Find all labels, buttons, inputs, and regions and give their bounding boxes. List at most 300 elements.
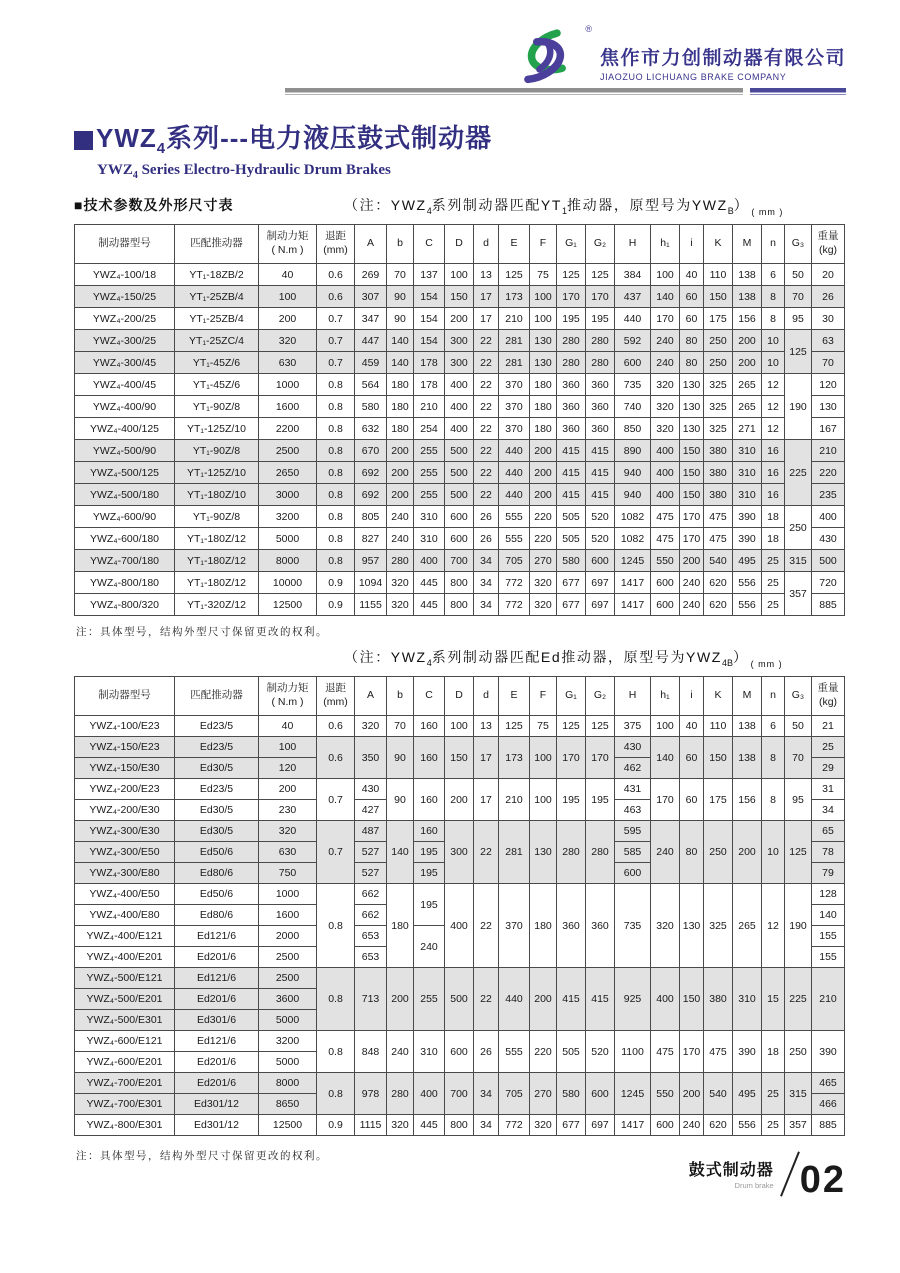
table-cell: 475 xyxy=(651,506,680,528)
table-cell: 60 xyxy=(680,308,704,330)
table-cell: 310 xyxy=(414,1031,445,1073)
table-cell: YWZ₄-600/E201 xyxy=(75,1052,175,1073)
table-cell: 440 xyxy=(499,484,530,506)
table-cell: 240 xyxy=(651,330,680,352)
table-cell: 5000 xyxy=(259,1010,317,1031)
table-cell: 22 xyxy=(474,484,499,506)
table-cell: YWZ₄-400/E80 xyxy=(75,905,175,926)
table-cell: 505 xyxy=(557,1031,586,1073)
table-cell: 415 xyxy=(586,484,615,506)
table-cell: 380 xyxy=(704,440,733,462)
table-cell: YWZ₄-400/90 xyxy=(75,396,175,418)
table-cell: 150 xyxy=(680,440,704,462)
table-cell: 190 xyxy=(785,884,812,968)
table-cell: 100 xyxy=(530,737,557,779)
table-cell: 310 xyxy=(733,462,762,484)
table-cell: 564 xyxy=(355,374,387,396)
table-cell: 0.8 xyxy=(317,968,355,1031)
table-row xyxy=(75,716,845,737)
table-cell: 380 xyxy=(704,462,733,484)
table-cell: 592 xyxy=(615,330,651,352)
table-cell: 0.6 xyxy=(317,286,355,308)
table-row xyxy=(75,264,845,286)
table-cell: 390 xyxy=(812,1031,845,1073)
table-cell: 154 xyxy=(414,308,445,330)
table-cell: 400 xyxy=(651,440,680,462)
table-cell: 500 xyxy=(445,462,474,484)
table-row xyxy=(75,506,845,528)
table-cell: 150 xyxy=(680,462,704,484)
column-header: K xyxy=(704,225,733,264)
table-cell: 225 xyxy=(785,968,812,1031)
table-cell: 12500 xyxy=(259,1115,317,1136)
table-cell: 978 xyxy=(355,1073,387,1115)
table-cell: YT₁-90Z/8 xyxy=(175,440,259,462)
table-cell: 520 xyxy=(586,506,615,528)
table-cell: 0.8 xyxy=(317,484,355,506)
table-cell: 555 xyxy=(499,528,530,550)
table-cell: 0.7 xyxy=(317,308,355,330)
table-cell: YWZ₄-150/E30 xyxy=(75,758,175,779)
table-cell: 320 xyxy=(530,594,557,616)
table-cell: 138 xyxy=(733,264,762,286)
table-cell: 360 xyxy=(557,374,586,396)
table-cell: 400 xyxy=(414,1073,445,1115)
table-cell: 692 xyxy=(355,484,387,506)
table-cell: 1155 xyxy=(355,594,387,616)
table-cell: 95 xyxy=(785,308,812,330)
table-row xyxy=(75,396,845,418)
table-cell: 240 xyxy=(680,594,704,616)
table-cell: 495 xyxy=(733,550,762,572)
table-cell: 230 xyxy=(259,800,317,821)
table-cell: 0.8 xyxy=(317,528,355,550)
table-cell: YWZ₄-300/45 xyxy=(75,352,175,374)
table-cell: 1417 xyxy=(615,572,651,594)
table-cell: 170 xyxy=(557,737,586,779)
table-cell: YWZ₄-200/25 xyxy=(75,308,175,330)
table-cell: 700 xyxy=(445,1073,474,1115)
table-cell: 805 xyxy=(355,506,387,528)
table-cell: 250 xyxy=(785,1031,812,1073)
table-cell: 430 xyxy=(812,528,845,550)
table-cell: 556 xyxy=(733,594,762,616)
column-header: C xyxy=(414,677,445,716)
column-header: 匹配推动器 xyxy=(175,225,259,264)
table-row xyxy=(75,1115,845,1136)
table-cell: 325 xyxy=(704,884,733,968)
table-cell: 140 xyxy=(651,737,680,779)
table1-caption: （注：$YWZ_4$系列制动器匹配$YT_1$推动器，原型号为$YWZ_B$） $_{( mm )}$ xyxy=(344,197,784,217)
column-header: 退距 (mm) xyxy=(317,225,355,264)
table-cell: 0.8 xyxy=(317,396,355,418)
table-cell: 360 xyxy=(586,396,615,418)
table-cell: 16 xyxy=(762,440,785,462)
footer-slash-divider xyxy=(780,1151,800,1196)
table-cell: YT₁-125Z/10 xyxy=(175,462,259,484)
table-cell: 1417 xyxy=(615,1115,651,1136)
table-cell: 320 xyxy=(387,594,414,616)
table-cell: Ed50/6 xyxy=(175,884,259,905)
spec-table-yt1 xyxy=(74,224,845,616)
table-cell: 34 xyxy=(474,1073,499,1115)
table-cell: 210 xyxy=(499,779,530,821)
table-cell: 713 xyxy=(355,968,387,1031)
table-cell: YWZ₄-700/E301 xyxy=(75,1094,175,1115)
table-cell: 0.6 xyxy=(317,264,355,286)
table-row xyxy=(75,968,845,989)
table-cell: 3200 xyxy=(259,506,317,528)
table-cell: 170 xyxy=(680,506,704,528)
table-cell: 95 xyxy=(785,779,812,821)
table-cell: 255 xyxy=(414,484,445,506)
header-row xyxy=(75,677,845,716)
table-cell: 60 xyxy=(680,779,704,821)
table-cell: 120 xyxy=(812,374,845,396)
table-cell: 540 xyxy=(704,550,733,572)
table-cell: 22 xyxy=(474,884,499,968)
table-cell: 400 xyxy=(445,374,474,396)
table-cell: Ed30/5 xyxy=(175,758,259,779)
table-cell: 5000 xyxy=(259,1052,317,1073)
table-cell: 195 xyxy=(557,779,586,821)
table-cell: YWZ₄-150/25 xyxy=(75,286,175,308)
table-cell: 50 xyxy=(785,264,812,286)
table-cell: 400 xyxy=(651,484,680,506)
table-cell: 320 xyxy=(530,572,557,594)
table-cell: 50 xyxy=(785,716,812,737)
table-cell: 447 xyxy=(355,330,387,352)
table-cell: YT₁-25ZB/4 xyxy=(175,286,259,308)
table-cell: 12 xyxy=(762,374,785,396)
table-cell: 677 xyxy=(557,572,586,594)
table-cell: 281 xyxy=(499,821,530,884)
table-cell: 10 xyxy=(762,352,785,374)
table-cell: 26 xyxy=(474,528,499,550)
table-cell: 440 xyxy=(499,968,530,1031)
table-cell: 250 xyxy=(704,352,733,374)
table-cell: 0.9 xyxy=(317,594,355,616)
table-cell: 180 xyxy=(530,884,557,968)
table-cell: 415 xyxy=(557,440,586,462)
table-row xyxy=(75,352,845,374)
table-cell: 100 xyxy=(259,737,317,758)
table-cell: 445 xyxy=(414,1115,445,1136)
table-cell: 281 xyxy=(499,330,530,352)
table-cell: 10 xyxy=(762,821,785,884)
table-cell: YT₁-320Z/12 xyxy=(175,594,259,616)
table-cell: 63 xyxy=(812,330,845,352)
column-header: F xyxy=(530,677,557,716)
table-cell: 240 xyxy=(680,1115,704,1136)
table-cell: 200 xyxy=(387,462,414,484)
table-cell: YWZ₄-500/E201 xyxy=(75,989,175,1010)
table-cell: 195 xyxy=(414,884,445,926)
column-header: D xyxy=(445,225,474,264)
table-cell: 585 xyxy=(615,842,651,863)
table-cell: 520 xyxy=(586,528,615,550)
column-header: G₁ xyxy=(557,225,586,264)
table-cell: Ed50/6 xyxy=(175,842,259,863)
table-cell: 40 xyxy=(680,716,704,737)
table-cell: 320 xyxy=(530,1115,557,1136)
table-cell: 170 xyxy=(586,286,615,308)
table-cell: 580 xyxy=(557,550,586,572)
table-cell: 90 xyxy=(387,308,414,330)
table-cell: YT₁-180Z/12 xyxy=(175,550,259,572)
table-cell: 600 xyxy=(445,1031,474,1073)
table-cell: 310 xyxy=(733,968,762,1031)
table-cell: 0.8 xyxy=(317,506,355,528)
table-cell: 600 xyxy=(651,572,680,594)
table-cell: 31 xyxy=(812,779,845,800)
table-cell: 200 xyxy=(530,968,557,1031)
table-cell: 26 xyxy=(474,506,499,528)
table-cell: 431 xyxy=(615,779,651,800)
table-cell: 90 xyxy=(387,779,414,821)
table-cell: 500 xyxy=(812,550,845,572)
table-cell: 140 xyxy=(651,286,680,308)
table-cell: 415 xyxy=(586,440,615,462)
table-cell: 160 xyxy=(414,821,445,842)
column-header: C xyxy=(414,225,445,264)
table-cell: 130 xyxy=(680,396,704,418)
table-cell: 281 xyxy=(499,352,530,374)
table-cell: 154 xyxy=(414,330,445,352)
table-cell: 662 xyxy=(355,884,387,905)
table-cell: 125 xyxy=(499,264,530,286)
table-row xyxy=(75,484,845,506)
table-cell: 320 xyxy=(259,821,317,842)
table-cell: 437 xyxy=(615,286,651,308)
table-cell: 370 xyxy=(499,418,530,440)
column-header: H xyxy=(615,225,651,264)
table-cell: YWZ₄-800/E301 xyxy=(75,1115,175,1136)
table-cell: 250 xyxy=(785,506,812,550)
page-subtitle: $YWZ_4$ Series Electro-Hydraulic Drum Brakes xyxy=(97,161,391,181)
table-cell: 70 xyxy=(785,286,812,308)
table-cell: 320 xyxy=(651,396,680,418)
unit-label: ( mm ) xyxy=(751,207,784,217)
table-cell: 400 xyxy=(445,884,474,968)
table-cell: 138 xyxy=(733,737,762,779)
table-row xyxy=(75,330,845,352)
table-cell: 600 xyxy=(586,1073,615,1115)
table-cell: 360 xyxy=(586,884,615,968)
table-cell: 255 xyxy=(414,968,445,1031)
table-cell: YWZ₄-400/E50 xyxy=(75,884,175,905)
table-cell: 0.9 xyxy=(317,1115,355,1136)
table-cell: 772 xyxy=(499,1115,530,1136)
table-cell: 3200 xyxy=(259,1031,317,1052)
page-number: 02 xyxy=(799,1158,846,1201)
table-cell: 167 xyxy=(812,418,845,440)
table-cell: 130 xyxy=(680,374,704,396)
table-cell: 370 xyxy=(499,884,530,968)
table-cell: 459 xyxy=(355,352,387,374)
table-cell: 180 xyxy=(530,396,557,418)
table-cell: 475 xyxy=(651,1031,680,1073)
table-cell: 75 xyxy=(530,264,557,286)
column-header: 退距 (mm) xyxy=(317,677,355,716)
column-header: 制动器型号 xyxy=(75,225,175,264)
registered-trademark-icon: ® xyxy=(585,24,592,34)
table-cell: 70 xyxy=(812,352,845,374)
table-cell: 360 xyxy=(586,418,615,440)
company-name-cn: 焦作市力创制动器有限公司 xyxy=(599,48,846,69)
table-cell: 25 xyxy=(762,550,785,572)
table-cell: 705 xyxy=(499,550,530,572)
table-cell: 130 xyxy=(812,396,845,418)
table-cell: 13 xyxy=(474,716,499,737)
table-cell: 220 xyxy=(530,506,557,528)
table-cell: 210 xyxy=(414,396,445,418)
table-cell: 400 xyxy=(812,506,845,528)
table-cell: 220 xyxy=(812,462,845,484)
table-cell: 0.8 xyxy=(317,550,355,572)
table-cell: 130 xyxy=(530,330,557,352)
table-cell: 400 xyxy=(651,968,680,1031)
column-header: n xyxy=(762,225,785,264)
table-cell: 100 xyxy=(445,264,474,286)
table-cell: 200 xyxy=(259,308,317,330)
table-cell: 307 xyxy=(355,286,387,308)
table-cell: 125 xyxy=(586,264,615,286)
table-cell: YWZ₄-500/125 xyxy=(75,462,175,484)
table-cell: 462 xyxy=(615,758,651,779)
table-cell: 138 xyxy=(733,286,762,308)
table-cell: 255 xyxy=(414,462,445,484)
table-cell: 18 xyxy=(762,528,785,550)
table-cell: 600 xyxy=(651,594,680,616)
table-cell: 550 xyxy=(651,1073,680,1115)
table-cell: 350 xyxy=(355,737,387,779)
table-cell: 697 xyxy=(586,1115,615,1136)
column-header: h₁ xyxy=(651,677,680,716)
table-cell: 40 xyxy=(259,716,317,737)
table-cell: 320 xyxy=(355,716,387,737)
table-cell: 0.6 xyxy=(317,737,355,779)
table-cell: 160 xyxy=(414,779,445,821)
table-cell: 692 xyxy=(355,462,387,484)
table-cell: 940 xyxy=(615,484,651,506)
table-cell: 100 xyxy=(445,716,474,737)
table-cell: 80 xyxy=(680,821,704,884)
table-cell: 465 xyxy=(812,1073,845,1094)
table-cell: Ed301/12 xyxy=(175,1094,259,1115)
table-cell: 25 xyxy=(762,572,785,594)
table-cell: 495 xyxy=(733,1073,762,1115)
table-cell: 700 xyxy=(445,550,474,572)
table-cell: Ed80/6 xyxy=(175,905,259,926)
table-cell: 100 xyxy=(259,286,317,308)
table-cell: 280 xyxy=(586,330,615,352)
table-cell: 235 xyxy=(812,484,845,506)
table-cell: 210 xyxy=(499,308,530,330)
table-cell: 0.8 xyxy=(317,374,355,396)
table-cell: 270 xyxy=(530,550,557,572)
table-cell: 800 xyxy=(445,594,474,616)
table-cell: 1600 xyxy=(259,396,317,418)
table-cell: 195 xyxy=(586,308,615,330)
table-cell: 400 xyxy=(414,550,445,572)
table-cell: 500 xyxy=(445,440,474,462)
table-cell: YT₁-18ZB/2 xyxy=(175,264,259,286)
table-cell: 360 xyxy=(557,418,586,440)
table-cell: 125 xyxy=(557,716,586,737)
table-cell: 390 xyxy=(733,1031,762,1073)
table-cell: YWZ₄-600/180 xyxy=(75,528,175,550)
table-cell: 280 xyxy=(557,330,586,352)
table-cell: 200 xyxy=(387,440,414,462)
table-cell: 445 xyxy=(414,572,445,594)
table-cell: 772 xyxy=(499,572,530,594)
table-cell: 40 xyxy=(259,264,317,286)
table-cell: 100 xyxy=(651,716,680,737)
table-cell: 527 xyxy=(355,863,387,884)
table-cell: 12500 xyxy=(259,594,317,616)
table-cell: 653 xyxy=(355,926,387,947)
table-cell: 173 xyxy=(499,286,530,308)
table-cell: 265 xyxy=(733,374,762,396)
table-cell: Ed301/6 xyxy=(175,1010,259,1031)
table-cell: 138 xyxy=(733,716,762,737)
table-cell: 463 xyxy=(615,800,651,821)
table-cell: 310 xyxy=(733,484,762,506)
table-cell: 555 xyxy=(499,1031,530,1073)
table-cell: 110 xyxy=(704,716,733,737)
column-header: 重量 (kg) xyxy=(812,225,845,264)
table-cell: 2650 xyxy=(259,462,317,484)
table-cell: 957 xyxy=(355,550,387,572)
table-cell: 8000 xyxy=(259,1073,317,1094)
column-header: M xyxy=(733,225,762,264)
table-cell: 34 xyxy=(474,572,499,594)
header-divider xyxy=(285,88,846,96)
table-cell: Ed30/5 xyxy=(175,800,259,821)
table-cell: 445 xyxy=(414,594,445,616)
table-cell: 415 xyxy=(586,462,615,484)
table-cell: 125 xyxy=(586,716,615,737)
table-cell: 17 xyxy=(474,779,499,821)
table-cell: 415 xyxy=(557,484,586,506)
table-cell: 670 xyxy=(355,440,387,462)
table-cell: 310 xyxy=(414,506,445,528)
table-cell: 155 xyxy=(812,947,845,968)
table-cell: 125 xyxy=(785,330,812,374)
table-cell: YWZ₄-800/180 xyxy=(75,572,175,594)
table-cell: 21 xyxy=(812,716,845,737)
table-cell: Ed23/5 xyxy=(175,716,259,737)
table-row xyxy=(75,286,845,308)
table-cell: 520 xyxy=(586,1031,615,1073)
table-cell: YT₁-180Z/10 xyxy=(175,484,259,506)
table-cell: 15 xyxy=(762,968,785,1031)
table-cell: YWZ₄-600/E121 xyxy=(75,1031,175,1052)
table-cell: 0.8 xyxy=(317,418,355,440)
table-cell: Ed121/6 xyxy=(175,968,259,989)
table-cell: 2200 xyxy=(259,418,317,440)
table-cell: 180 xyxy=(387,396,414,418)
table-cell: 156 xyxy=(733,308,762,330)
table-cell: 0.6 xyxy=(317,716,355,737)
table-cell: 150 xyxy=(704,737,733,779)
table-cell: Ed30/5 xyxy=(175,821,259,842)
table-cell: 120 xyxy=(259,758,317,779)
table-cell: 280 xyxy=(557,821,586,884)
table-cell: 1600 xyxy=(259,905,317,926)
table-cell: 3600 xyxy=(259,989,317,1010)
